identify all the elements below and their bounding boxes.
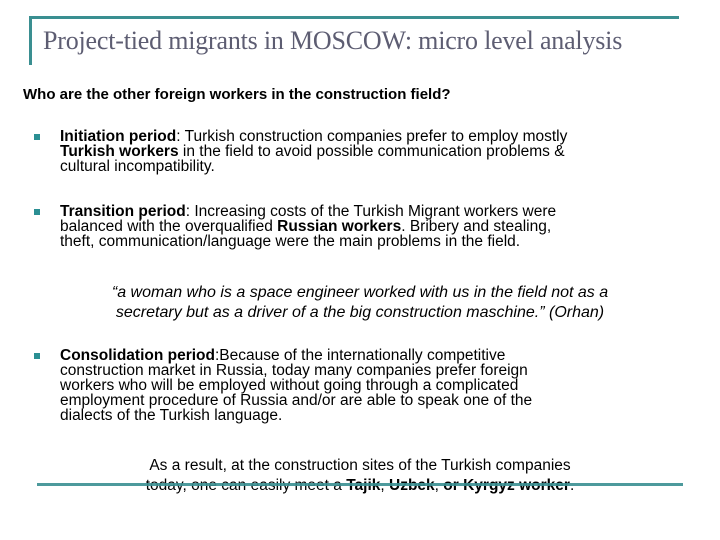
bold-phrase: Turkish workers (60, 143, 179, 160)
square-bullet-icon (34, 353, 40, 359)
slide-title: Project-tied migrants in MOSCOW: micro level analysis (43, 26, 623, 55)
line-text: in the field to avoid possible communication problems & (178, 143, 565, 160)
bullet-text (60, 129, 680, 174)
bullet-text (60, 348, 680, 423)
line-text: balanced with the overqualified (60, 218, 278, 235)
line-text: :Because of the internationally competitive (215, 347, 506, 364)
bullet-label: Transition period (60, 203, 186, 220)
result-paragraph (60, 456, 660, 496)
line-text: : Increasing costs of the Turkish Migrant workers were (185, 203, 557, 220)
quote-line: secretary but as a driver of a the big construction maschine.” (Orhan) (115, 304, 605, 321)
bullet-label: Initiation period (60, 128, 177, 145)
orhan-quote (40, 283, 680, 323)
line-text: theft, communication/language were the main problems in the field. (60, 233, 521, 250)
quote-line: “a woman who is a space engineer worked with us in the field not as a (111, 284, 609, 301)
subheading: Who are the other foreign workers in the construction field? (23, 86, 451, 103)
title-rule-vertical (29, 16, 32, 65)
bullet-text (60, 204, 680, 249)
bullet-label: Consolidation period (60, 347, 215, 364)
square-bullet-icon (34, 209, 40, 215)
line-text: . Bribery and stealing, (401, 218, 552, 235)
line-text: cultural incompatibility. (60, 158, 215, 175)
bottom-rule (37, 483, 683, 486)
result-line (60, 476, 660, 496)
square-bullet-icon (34, 134, 40, 140)
line-text: : Turkish construction companies prefer to employ mostly (176, 128, 568, 145)
line-text: construction market in Russia, today many companies prefer foreign (60, 362, 528, 379)
bold-phrase: Russian workers (277, 218, 402, 235)
result-line: As a result, at the construction sites of the Turkish companies (149, 457, 571, 474)
line-text: dialects of the Turkish language. (60, 407, 283, 424)
line-text: employment procedure of Russia and/or are able to speak one of the (60, 392, 533, 409)
title-rule-horizontal (29, 16, 679, 19)
line-text: workers who will be employed without going through a complicated (60, 377, 519, 394)
